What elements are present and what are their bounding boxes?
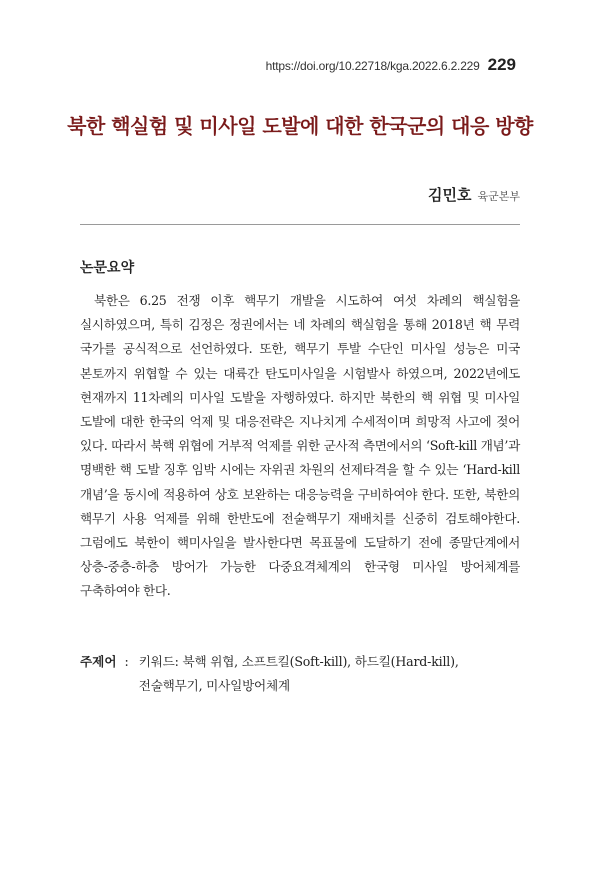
keywords-separator: : xyxy=(124,654,129,669)
page-number: 229 xyxy=(487,55,516,74)
author-name: 김민호 xyxy=(428,186,472,204)
keywords-list xyxy=(139,650,530,698)
keywords-label: 주제어 xyxy=(80,654,117,669)
doi-link[interactable]: https://doi.org/10.22718/kga.2022.6.2.229 xyxy=(265,59,480,73)
paper-title: 북한 핵실험 및 미사일 도발에 대한 한국군의 대응 방향 xyxy=(67,114,533,138)
author-line xyxy=(428,184,520,205)
abstract-heading: 논문요약 xyxy=(80,260,135,276)
keywords-block xyxy=(80,650,530,698)
author-affiliation: 육군본부 xyxy=(477,190,520,203)
keywords-line-1: 키워드: 북핵 위협, 소프트킬(Soft-kill), 하드킬(Hard-kill), xyxy=(138,654,459,669)
abstract-body: 북한은 6.25 전쟁 이후 핵무기 개발을 시도하여 여섯 차례의 핵실험을 실시하였으며, 특히 김정은 정권에서는 네 차례의 핵실험을 통해 2018년 핵 무력 국가를 공식적으로 선언하였다. 또한, 핵무기 투발 수단인 미사일 성능은 미국 본토까지 위협할 수 있는 대륙간 탄도미사일을 시험발사 하였으며, 2022년에도 현재까지 11차례의 미사일 도발을 자행하였다. 하지만 북한의 핵 위협 및 미사일 도발에 대한 한국의 억제 및 대응전략은 지나치게 수세적이며 희망적 사고에 젖어 있다. 따라서 북핵 위협에 거부적 억제를 위한 군사적 측면에서의 ‘Soft-kill 개념’과 명백한 핵 도발 징후 임박 시에는 자위권 차원의 선제타격을 할 수 있는 ‘Hard-kill 개념’을 동시에 적용하여 상호 보완하는 대응능력을 구비하여야 한다. 또한, 북한의 핵무기 사용 억제를 위해 한반도에 전술핵무기 재배치를 신중히 검토해야한다. 그럼에도 북한이 핵미사일을 발사한다면 목표물에 도달하기 전에 종말단계에서 상층-중층-하층 방어가 가능한 다중요격체계의 한국형 미사일 방어체계를 구축하여야 한다. xyxy=(80,293,520,599)
keywords-line-2: 전술핵무기, 미사일방어체계 xyxy=(138,678,290,693)
section-divider xyxy=(80,224,520,225)
running-header xyxy=(266,55,516,75)
